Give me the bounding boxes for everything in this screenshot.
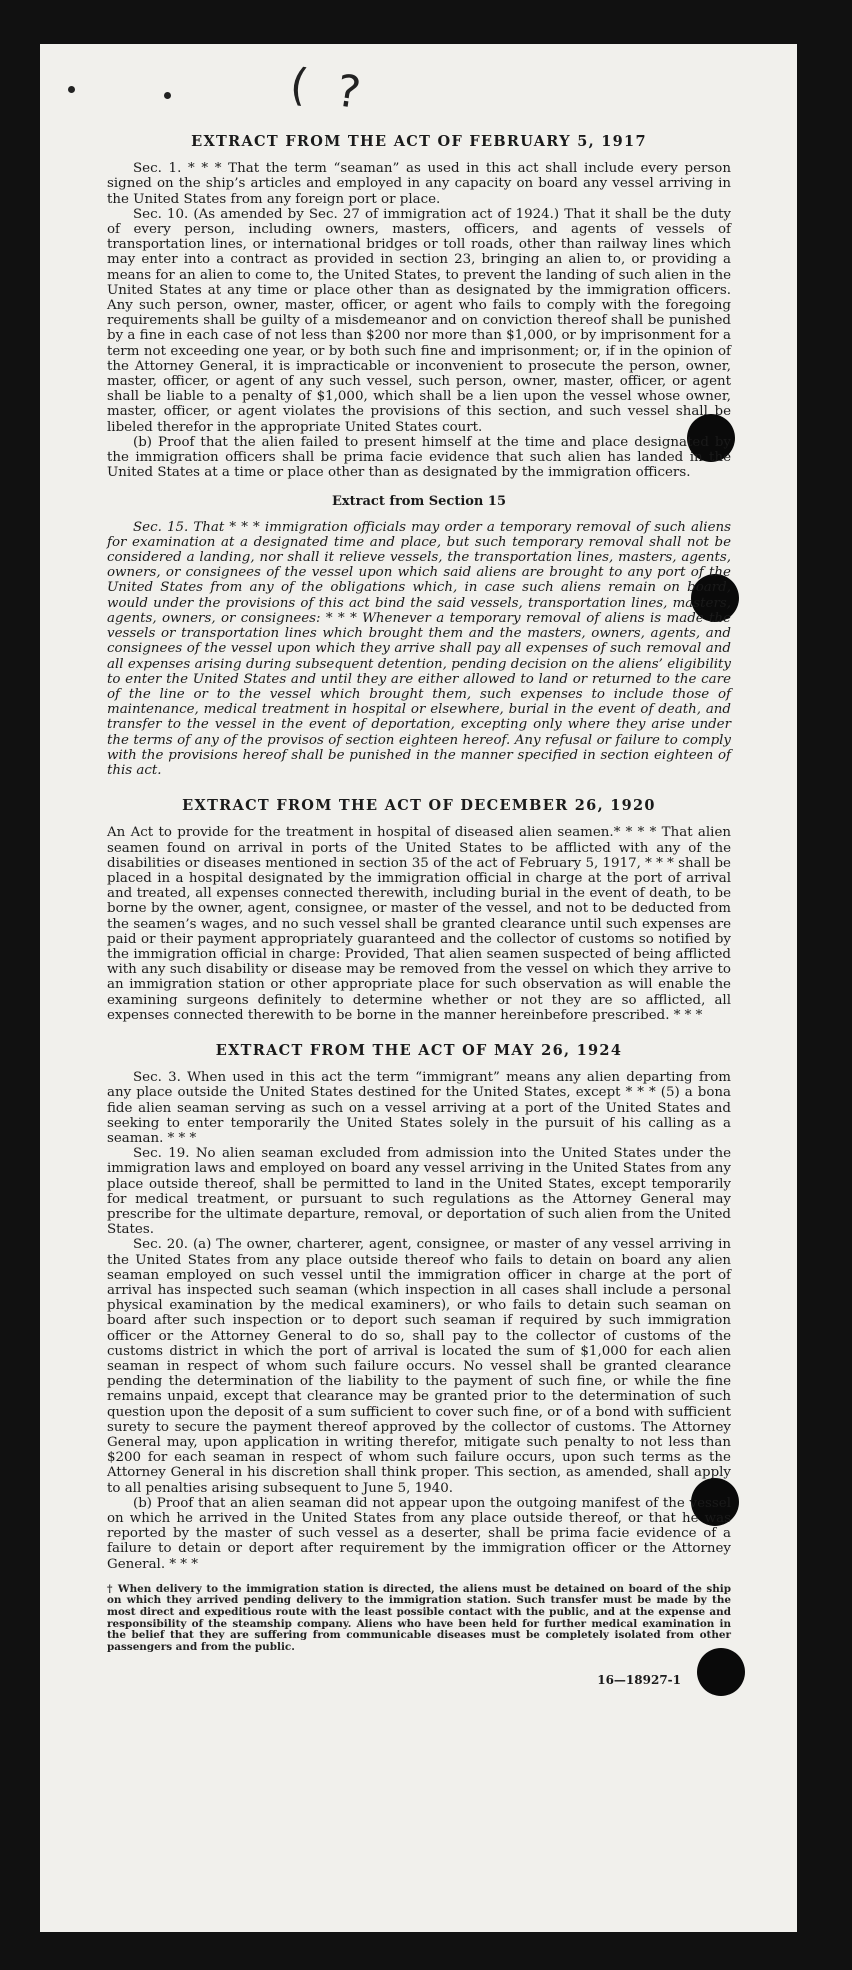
- stray-mark: [68, 86, 75, 93]
- stray-mark: [164, 92, 171, 99]
- paragraph: Sec. 10. (As amended by Sec. 27 of immigration act of 1924.) That it shall be the duty of every person, including owners, masters, officers, and agents of vessels of transportation lines, or international bridges or toll roads, other than railway lines which may enter into a contract as provided in section 23, bringing an alien to, or providing a means for an alien to come to, the United States, to prevent the landing of such alien in the United States at any time or place other than as designated by the immigration officers. Any such person, owner, master, officer, or agent who fails to comply with the foregoing requirements shall be guilty of a misdemeanor and on conviction thereof shall be punished by a fine in each case of not less than $200 nor more than $1,000, or by imprisonment for a term not exceeding one year, or by both such fine and imprisonment; or, if in the opinion of the Attorney General, it is impracticable or inconvenient to prosecute the person, owner, master, officer, or agent of any such vessel, such person, owner, master, officer, or agent shall be liable to a penalty of $1,000, which shall be a lien upon the vessel whose owner, master, officer, or agent violates the provisions of this section, and such vessel shall be libeled therefor in the appropriate United States court.: [107, 206, 731, 435]
- paragraph: Sec. 1. * * * That the term “seaman” as used in this act shall include every person signed on the ship’s articles and employed in any capacity on board any vessel arriving in the United States from any foreign port or place.: [107, 161, 731, 207]
- document-page: [40, 44, 797, 1932]
- paragraph: (b) Proof that the alien failed to present himself at the time and place designated by the immigration officers shall be prima facie evidence that such alien has landed in the United States at a time or place other than as designated by the immigration officers.: [107, 434, 731, 481]
- section-heading: EXTRACT FROM THE ACT OF MAY 26, 1924: [215, 1041, 623, 1059]
- handwritten-mark: ( ?: [286, 58, 372, 121]
- paragraph: Sec. 3. When used in this act the term “immigrant” means any alien departing from any place outside the United States destined for the United States, except * * * (5) a bona fide alien seaman serving as such on a vessel arriving at a port of the United States and seeking to enter temporarily the United States solely in the pursuit of his calling as a seaman. * * *: [107, 1070, 731, 1146]
- italic-paragraph: Sec. 15. That * * * immigration officials may order a temporary removal of such aliens for examination at a designated time and place, but such temporary removal shall not be considered a landing, nor shall it relieve vessels, the transportation lines, masters, agents, owners, or consignees of the vessel upon which said aliens are brought to any port of the United States from any of the obligations which, in case such aliens remain on board, would under the provisions of this act bind the said vessels, transportation lines, masters, agents, owners, or consignees: * * * Whenever a temporary removal of aliens is made the vessels or transportation lines which brought them and the masters, owners, agents, and consignees of the vessel upon which they arrive shall pay all expenses of such removal and all expenses arising during subsequent detention, pending decision on the aliens’ eligibility to enter the United States and until they are either allowed to land or returned to the care of the line or to the vessel which brought them, such expenses to include those of maintenance, medical treatment in hospital or elsewhere, burial in the event of death, and transfer to the vessel in the event of deportation, excepting only where they arise under the terms of any of the provisos of section eighteen hereof. Any refusal or failure to comply with the provisions hereof shall be punished in the manner specified in section eighteen of this act.: [107, 519, 731, 778]
- section-heading: EXTRACT FROM THE ACT OF FEBRUARY 5, 1917: [191, 133, 647, 150]
- section-heading: EXTRACT FROM THE ACT OF DECEMBER 26, 1920: [182, 797, 656, 815]
- paragraph: Sec. 20. (a) The owner, charterer, agent, consignee, or master of any vessel arriving in the United States from any place outside thereof who fails to detain on board any alien seaman employed on such vessel until the immigration officer in charge at the port of arrival has inspected such seaman (which inspection in all cases shall include a personal physical examination by the medical examiners), or who fails to detain such seaman on board after such inspection or to deport such seaman if required by such immigration officer or the Attorney General to do so, shall pay to the collector of customs of the customs district in which the port of arrival is located the sum of $1,000 for each alien seaman in respect of whom such failure occurs. No vessel shall be granted clearance pending the determination of the liability to the payment of such fine, or while the fine remains unpaid, except that clearance may be granted prior to the determination of such question upon the deposit of a sum sufficient to cover such fine, or of a bond with sufficient surety to secure the payment thereof approved by the collector of customs. The Attorney General may, upon application in writing therefor, mitigate such penalty to not less than $200 for each seaman in respect of whom such failure occurs, upon such terms as the Attorney General in his discretion shall think proper. This section, as amended, shall apply to all penalties arising subsequent to June 5, 1940.: [107, 1237, 731, 1496]
- paragraph: (b) Proof that an alien seaman did not appear upon the outgoing manifest of the vessel on which he arrived in the United States from any place outside thereof, or that he was reported by the master of such vessel as a deserter, shall be prima facie evidence of a failure to detain or deport after requirement by the immigration officer or the Attorney General. * * *: [107, 1495, 731, 1572]
- section-subheading: Extract from Section 15: [331, 494, 507, 510]
- document-number: 16—18927-1: [597, 1673, 681, 1688]
- footnote: † When delivery to the immigration station is directed, the aliens must be detained on board of the ship on which they arrived pending delivery to the immigration station. Such transfer must be made by the most direct and expeditious route with the least possible contact with the public, and at the expense and responsibility of the steamship company. Aliens who have been held for further medical examination in the belief that they are suffering from communicable diseases must be completely isolated from other passengers and from the public.: [107, 1582, 731, 1653]
- paragraph: An Act to provide for the treatment in hospital of diseased alien seamen.* * * * That alien seamen found on arrival in ports of the United States to be afflicted with any of the disabilities or diseases mentioned in section 35 of the act of February 5, 1917, * * * shall be placed in a hospital designated by the immigration official in charge at the port of arrival and treated, all expenses connected therewith, including burial in the event of death, to be borne by the owner, agent, consignee, or master of the vessel, and not to be deducted from the seamen’s wages, and no such vessel shall be granted clearance until such expenses are paid or their payment appropriately guaranteed and the collector of customs so notified by the immigration official in charge: Provided, That alien seamen suspected of being afflicted with any such disability or disease may be removed from the vessel on which they arrive to an immigration station or other appropriate place for such observation as will enable the examining surgeons definitely to determine whether or not they are so afflicted, all expenses connected therewith to be borne in the manner hereinbefore prescribed. * * *: [107, 825, 731, 1023]
- document-body: [107, 134, 731, 1689]
- paragraph: Sec. 19. No alien seaman excluded from admission into the United States under the immigration laws and employed on board any vessel arriving in the United States from any place outside thereof, shall be permitted to land in the United States, except temporarily for medical treatment, or pursuant to such regulations as the Attorney General may prescribe for the ultimate departure, removal, or deportation of such alien from the United States.: [107, 1146, 731, 1238]
